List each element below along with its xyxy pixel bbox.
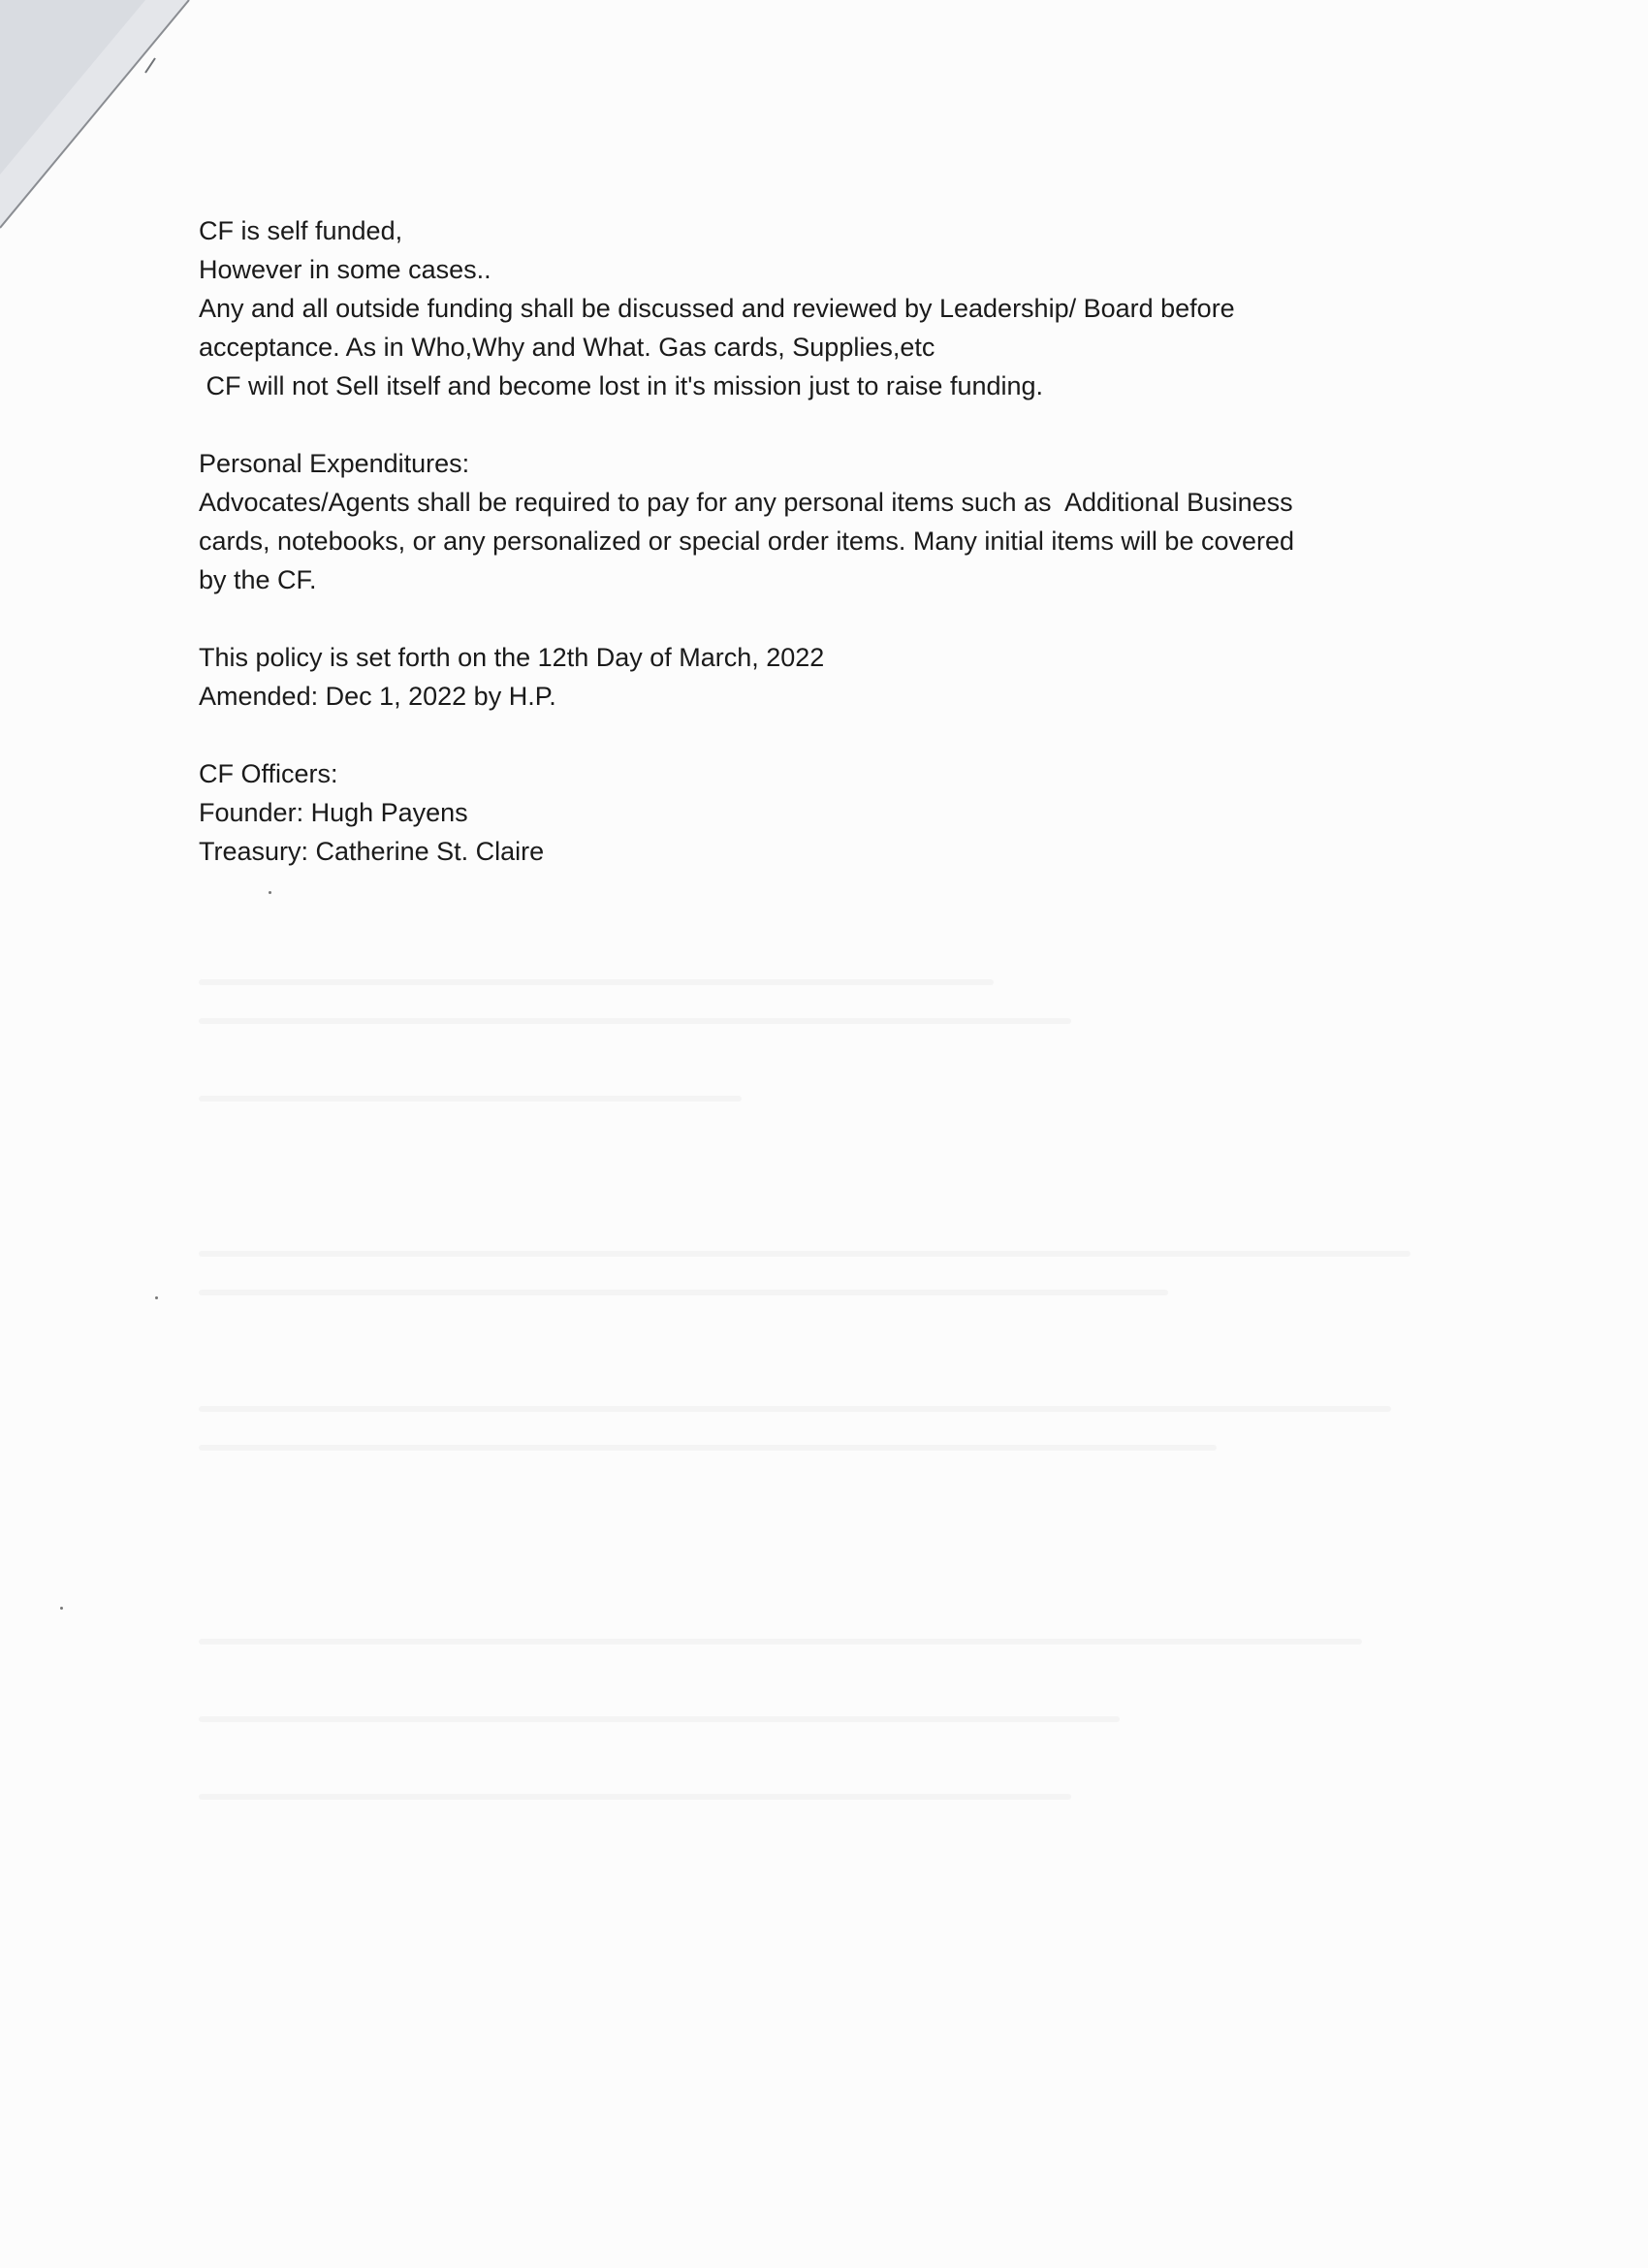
funding-line: acceptance. As in Who,Why and What. Gas cards, Supplies,etc [199, 333, 935, 362]
funding-line: CF is self funded, [199, 216, 403, 245]
section-heading: CF Officers: [199, 759, 338, 788]
officers-section [199, 754, 1459, 871]
bleed-through-mark [199, 1794, 1071, 1800]
scan-speck [60, 1607, 63, 1610]
section-heading: Personal Expenditures: [199, 449, 470, 478]
funding-section [199, 211, 1459, 405]
expenditures-line: Advocates/Agents shall be required to pay for any personal items such as Additional Business [199, 488, 1293, 517]
officer-founder: Founder: Hugh Payens [199, 798, 468, 827]
policy-amended-date: Amended: Dec 1, 2022 by H.P. [199, 682, 556, 711]
bleed-through-mark [199, 979, 994, 985]
expenditures-line: cards, notebooks, or any personalized or special order items. Many initial items will be covered [199, 527, 1295, 556]
bleed-through-mark [199, 1096, 742, 1102]
bleed-through-mark [199, 1406, 1391, 1412]
scan-speck [155, 1296, 158, 1299]
funding-line: However in some cases.. [199, 255, 491, 284]
bleed-through-mark [199, 1716, 1120, 1722]
expenditures-line: by the CF. [199, 565, 317, 594]
bleed-through-mark [199, 1639, 1362, 1645]
document-body [199, 211, 1459, 910]
bleed-through-mark [199, 1290, 1168, 1295]
personal-expenditures-section [199, 444, 1459, 599]
folded-corner-icon [0, 0, 194, 242]
policy-set-forth-date: This policy is set forth on the 12th Day of March, 2022 [199, 643, 825, 672]
policy-dates-section [199, 638, 1459, 716]
funding-line: CF will not Sell itself and become lost in it's mission just to raise funding. [199, 371, 1044, 400]
bleed-through-mark [199, 1251, 1410, 1257]
bleed-through-mark [199, 1445, 1217, 1451]
officer-treasury: Treasury: Catherine St. Claire [199, 837, 545, 866]
funding-line: Any and all outside funding shall be discussed and reviewed by Leadership/ Board before [199, 294, 1235, 323]
bleed-through-mark [199, 1018, 1071, 1024]
